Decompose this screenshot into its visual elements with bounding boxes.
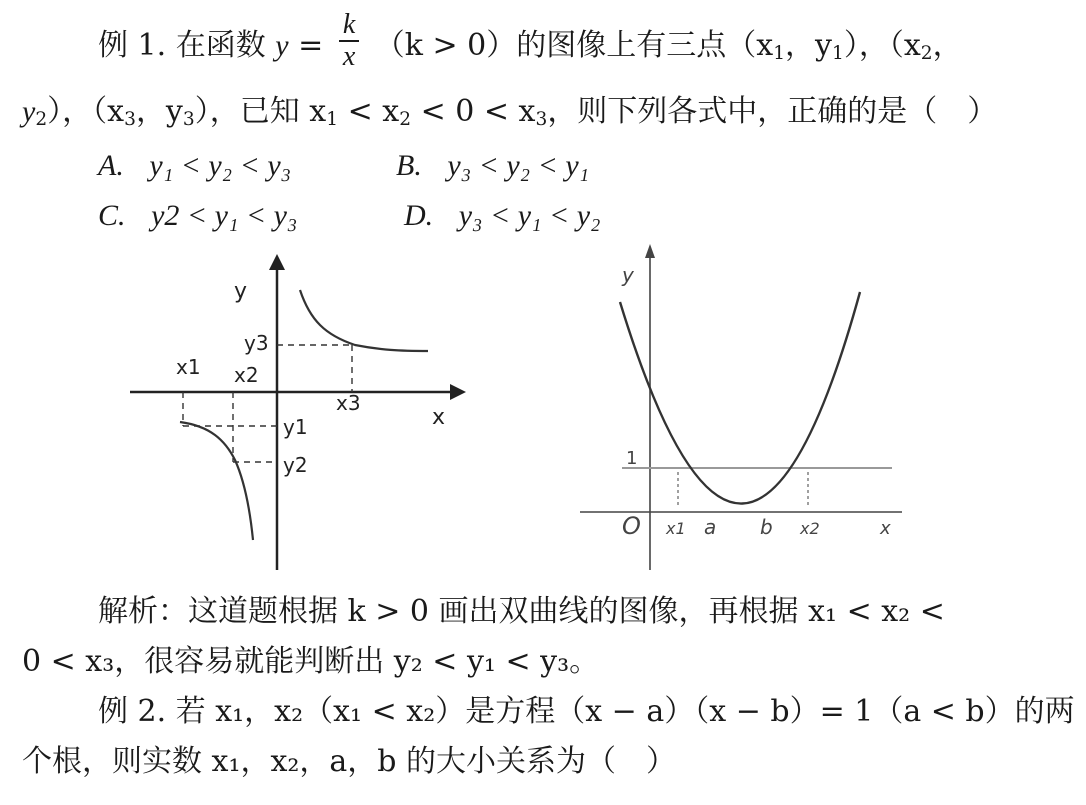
parabola-curve: [620, 292, 860, 504]
y-axis-label: y: [234, 279, 248, 304]
subscript: 1: [773, 43, 786, 65]
option-c-text: y2 < y₁ < y₃: [151, 199, 298, 232]
example2-line2: 个根，则实数 x₁，x₂，a，b 的大小关系为（ ）: [22, 744, 677, 779]
subscript: 2: [920, 43, 933, 65]
x-axis-label: x: [432, 405, 446, 430]
option-a-label: A.: [98, 149, 124, 182]
x1-label: x1: [176, 355, 201, 379]
condition-text: （k > 0）的图像上有三点（x: [374, 28, 774, 63]
option-b-label: B.: [396, 149, 422, 182]
y1-label: y1: [283, 415, 308, 439]
parabola-figure: [580, 240, 910, 570]
option-a-text: y₁ < y₂ < y₃: [149, 149, 292, 182]
analysis-line1: 解析：这道题根据 k > 0 画出双曲线的图像，再根据 x₁ < x₂ <: [98, 594, 945, 629]
y2-label: y2: [283, 453, 308, 477]
x-axis-arrow-icon: [450, 384, 466, 400]
x2-label: x2: [800, 519, 820, 538]
a-label: a: [704, 515, 717, 539]
x2-label: x2: [234, 363, 259, 387]
condition-end: ，: [932, 28, 963, 63]
origin-label: O: [622, 512, 641, 540]
x3-label: x3: [336, 391, 361, 415]
x1-label: x1: [666, 519, 686, 538]
option-d-label: D.: [404, 199, 434, 232]
separator: ，y: [785, 28, 832, 63]
analysis-line2: 0 < x₃，很容易就能判断出 y₂ < y₁ < y₃。: [22, 644, 600, 679]
subscript: 3: [124, 109, 136, 131]
example1-line1: [98, 9, 963, 78]
line2-part-b: ），（x: [47, 94, 125, 129]
fraction-k-over-x: [339, 10, 359, 72]
subscript: 3: [182, 109, 195, 131]
y-axis-label: y: [622, 263, 634, 287]
x-axis-label: x: [880, 518, 891, 539]
fraction-denominator: x: [342, 41, 356, 72]
hyperbola-branch-q3: [180, 422, 253, 540]
function-y: y: [275, 29, 289, 62]
fraction-numerator: k: [339, 10, 359, 42]
option-b-text: y₃ < y₂ < y₁: [447, 149, 590, 182]
one-label: 1: [626, 448, 638, 469]
subscript: 2: [399, 109, 412, 131]
y3-label: y3: [244, 331, 269, 355]
subscript: 2: [35, 109, 48, 131]
line2-start: y: [22, 95, 36, 128]
hyperbola-branch-q1: [300, 290, 428, 351]
condition-tail: ），（x: [843, 28, 921, 63]
line2-part-e: < x: [338, 94, 400, 129]
option-c: [98, 198, 297, 234]
line2-part-c: ，y: [135, 94, 183, 129]
line2-part-d: ），已知 x: [194, 94, 327, 129]
line2-part-f: < 0 < x: [411, 94, 536, 129]
subscript: 1: [832, 43, 844, 65]
option-c-label: C.: [98, 199, 126, 232]
example2-line1: 例 2. 若 x₁，x₂（x₁ < x₂）是方程（x − a）（x − b）= 1（a < b）的两: [98, 694, 1075, 729]
subscript: 3: [535, 109, 548, 131]
subscript: 1: [326, 109, 339, 131]
example1-prefix: 例 1. 在函数: [98, 28, 266, 63]
option-a: [98, 148, 291, 184]
y-axis-arrow-icon: [645, 244, 655, 258]
hyperbola-figure: [130, 250, 480, 580]
line2-part-g: ，则下列各式中，正确的是（ ）: [547, 94, 998, 129]
b-label: b: [760, 515, 773, 539]
option-d-text: y₃ < y₁ < y₂: [458, 199, 601, 232]
example1-line2: [22, 94, 997, 130]
option-d: [404, 198, 600, 234]
equals-sign: =: [298, 28, 324, 63]
option-b: [396, 148, 589, 184]
y-axis-arrow-icon: [269, 254, 285, 270]
